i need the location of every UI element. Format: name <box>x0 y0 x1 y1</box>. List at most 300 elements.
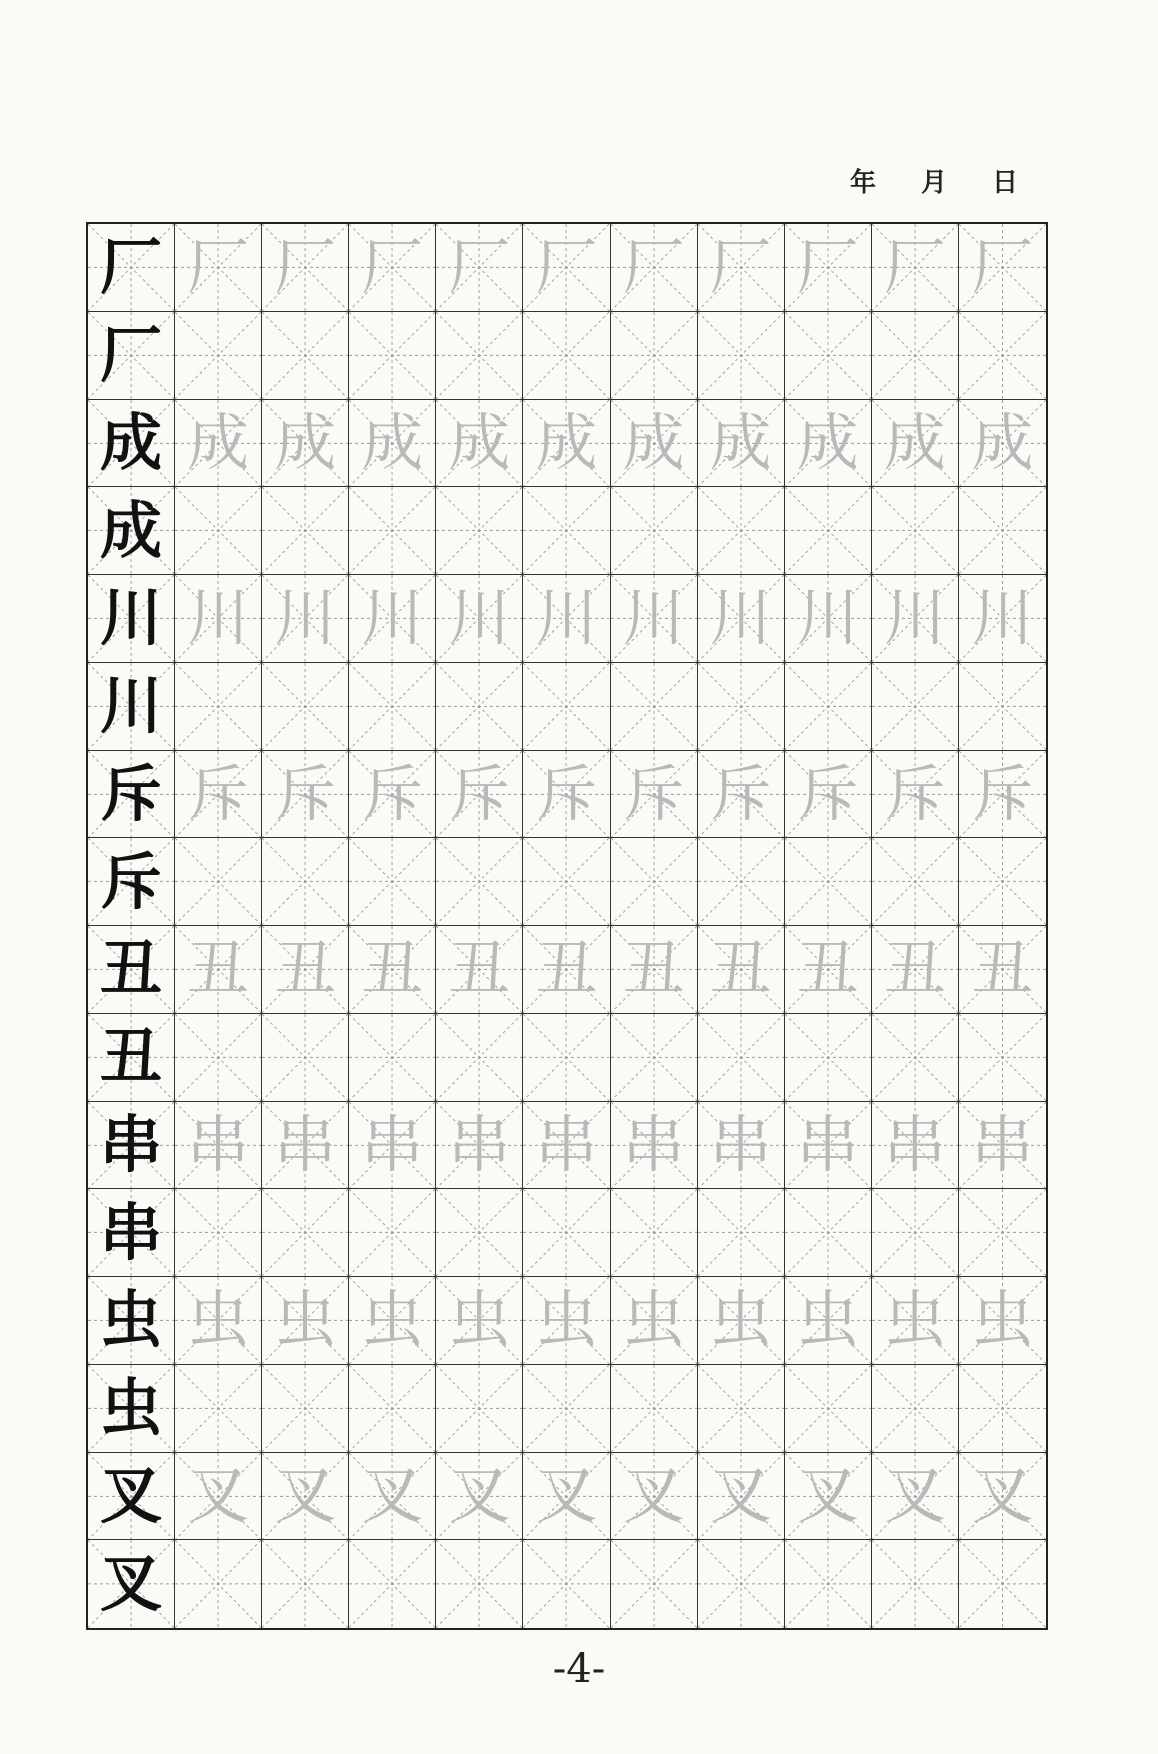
trace-practice-cell[interactable] <box>175 1277 262 1365</box>
mi-grid-guide <box>262 1540 348 1628</box>
mi-grid-guide <box>523 1365 609 1452</box>
trace-character: 串 <box>361 1107 424 1181</box>
trace-practice-cell[interactable] <box>785 926 872 1014</box>
blank-practice-cell[interactable] <box>262 487 349 575</box>
trace-character: 斥 <box>535 756 598 830</box>
blank-practice-cell[interactable] <box>959 838 1046 926</box>
trace-character: 斥 <box>971 756 1034 830</box>
mi-grid-guide <box>349 1540 435 1628</box>
trace-practice-cell[interactable] <box>349 224 436 312</box>
trace-practice-cell[interactable] <box>349 575 436 663</box>
blank-practice-cell[interactable] <box>349 663 436 751</box>
mi-grid-guide <box>349 838 435 925</box>
blank-practice-cell[interactable] <box>175 1014 262 1102</box>
trace-character: 虫 <box>187 1283 250 1357</box>
blank-practice-cell[interactable] <box>872 1540 959 1628</box>
blank-practice-cell[interactable] <box>436 663 523 751</box>
blank-practice-cell[interactable] <box>611 487 698 575</box>
trace-character: 叉 <box>709 1458 772 1532</box>
blank-practice-cell[interactable] <box>523 663 610 751</box>
mi-grid-guide <box>262 312 348 399</box>
mi-grid-guide <box>523 1014 609 1101</box>
trace-practice-cell[interactable] <box>262 751 349 839</box>
blank-practice-cell[interactable] <box>175 312 262 400</box>
trace-character: 叉 <box>361 1458 424 1532</box>
blank-practice-cell[interactable] <box>785 1365 872 1453</box>
mi-grid-guide <box>349 312 435 399</box>
trace-practice-cell[interactable] <box>959 1277 1046 1365</box>
mi-grid-guide <box>959 663 1046 750</box>
blank-practice-cell[interactable] <box>959 312 1046 400</box>
trace-practice-cell[interactable] <box>436 1453 523 1541</box>
trace-practice-cell[interactable] <box>698 400 785 488</box>
trace-character: 斥 <box>883 756 946 830</box>
trace-character: 川 <box>187 581 250 655</box>
blank-practice-cell[interactable] <box>785 487 872 575</box>
model-character-cell <box>88 751 175 839</box>
trace-character: 斥 <box>361 756 424 830</box>
trace-practice-cell[interactable] <box>611 1277 698 1365</box>
trace-character: 成 <box>883 405 946 479</box>
trace-practice-cell[interactable] <box>611 575 698 663</box>
blank-practice-cell[interactable] <box>698 663 785 751</box>
blank-practice-cell[interactable] <box>262 838 349 926</box>
trace-practice-cell[interactable] <box>349 1277 436 1365</box>
blank-practice-cell[interactable] <box>523 838 610 926</box>
trace-practice-cell[interactable] <box>698 575 785 663</box>
model-character: 厂 <box>100 318 163 392</box>
blank-practice-cell[interactable] <box>785 838 872 926</box>
trace-practice-cell[interactable] <box>698 751 785 839</box>
blank-practice-cell[interactable] <box>262 1014 349 1102</box>
mi-grid-guide <box>262 1014 348 1101</box>
trace-character: 成 <box>187 405 250 479</box>
trace-practice-cell[interactable] <box>698 926 785 1014</box>
trace-practice-cell[interactable] <box>785 575 872 663</box>
mi-grid-guide <box>349 1189 435 1276</box>
trace-practice-cell[interactable] <box>698 1453 785 1541</box>
blank-practice-cell[interactable] <box>262 312 349 400</box>
trace-practice-cell[interactable] <box>959 1453 1046 1541</box>
mi-grid-guide <box>872 838 958 925</box>
trace-practice-cell[interactable] <box>175 751 262 839</box>
blank-practice-cell[interactable] <box>523 1540 610 1628</box>
blank-practice-cell[interactable] <box>175 838 262 926</box>
trace-character: 串 <box>796 1107 859 1181</box>
trace-character: 叉 <box>274 1458 337 1532</box>
trace-practice-cell[interactable] <box>785 1453 872 1541</box>
trace-practice-cell[interactable] <box>523 224 610 312</box>
trace-character: 串 <box>709 1107 772 1181</box>
trace-character: 川 <box>796 581 859 655</box>
trace-practice-cell[interactable] <box>262 1102 349 1190</box>
blank-practice-cell[interactable] <box>436 487 523 575</box>
trace-practice-cell[interactable] <box>349 400 436 488</box>
trace-character: 厂 <box>535 230 598 304</box>
trace-practice-cell[interactable] <box>262 400 349 488</box>
blank-practice-cell[interactable] <box>611 1365 698 1453</box>
mi-grid-guide <box>436 487 522 574</box>
trace-practice-cell[interactable] <box>611 224 698 312</box>
mi-grid-guide <box>175 1540 261 1628</box>
blank-practice-cell[interactable] <box>611 312 698 400</box>
trace-character: 川 <box>971 581 1034 655</box>
trace-character: 成 <box>535 405 598 479</box>
mi-grid-guide <box>785 1189 871 1276</box>
blank-practice-cell[interactable] <box>698 1189 785 1277</box>
mi-grid-guide <box>349 1365 435 1452</box>
mi-grid-guide <box>523 1189 609 1276</box>
blank-practice-cell[interactable] <box>698 1365 785 1453</box>
blank-practice-cell[interactable] <box>785 1014 872 1102</box>
date-day-label: 日 <box>992 168 1019 198</box>
trace-practice-cell[interactable] <box>436 400 523 488</box>
trace-character: 叉 <box>448 1458 511 1532</box>
trace-character: 丑 <box>971 932 1034 1006</box>
trace-character: 串 <box>622 1107 685 1181</box>
trace-practice-cell[interactable] <box>959 575 1046 663</box>
trace-practice-cell[interactable] <box>262 1277 349 1365</box>
blank-practice-cell[interactable] <box>175 1540 262 1628</box>
trace-practice-cell[interactable] <box>523 926 610 1014</box>
trace-character: 叉 <box>796 1458 859 1532</box>
trace-character: 厂 <box>709 230 772 304</box>
trace-character: 虫 <box>796 1283 859 1357</box>
blank-practice-cell[interactable] <box>523 1365 610 1453</box>
trace-practice-cell[interactable] <box>611 1453 698 1541</box>
trace-practice-cell[interactable] <box>436 575 523 663</box>
trace-character: 斥 <box>796 756 859 830</box>
mi-grid-guide <box>523 838 609 925</box>
model-character-cell <box>88 1453 175 1541</box>
mi-grid-guide <box>349 1014 435 1101</box>
mi-grid-guide <box>523 312 609 399</box>
blank-practice-cell[interactable] <box>349 1365 436 1453</box>
blank-practice-cell[interactable] <box>959 1540 1046 1628</box>
blank-practice-cell[interactable] <box>175 663 262 751</box>
model-character-cell <box>88 1365 175 1453</box>
blank-practice-cell[interactable] <box>959 1014 1046 1102</box>
mi-grid-guide <box>523 663 609 750</box>
blank-practice-cell[interactable] <box>262 663 349 751</box>
trace-practice-cell[interactable] <box>959 751 1046 839</box>
blank-practice-cell[interactable] <box>611 1014 698 1102</box>
model-character: 成 <box>100 493 163 567</box>
model-character-cell <box>88 400 175 488</box>
blank-practice-cell[interactable] <box>523 1014 610 1102</box>
blank-practice-cell[interactable] <box>698 312 785 400</box>
blank-practice-cell[interactable] <box>175 487 262 575</box>
trace-practice-cell[interactable] <box>959 926 1046 1014</box>
model-character: 厂 <box>100 230 163 304</box>
trace-practice-cell[interactable] <box>175 575 262 663</box>
trace-practice-cell[interactable] <box>175 400 262 488</box>
trace-practice-cell[interactable] <box>523 575 610 663</box>
mi-grid-guide <box>262 1189 348 1276</box>
blank-practice-cell[interactable] <box>785 1189 872 1277</box>
mi-grid-guide <box>262 487 348 574</box>
trace-practice-cell[interactable] <box>611 400 698 488</box>
page-number: -4- <box>552 1646 606 1692</box>
trace-practice-cell[interactable] <box>872 1102 959 1190</box>
trace-practice-cell[interactable] <box>698 1102 785 1190</box>
trace-character: 川 <box>883 581 946 655</box>
mi-grid-guide <box>959 487 1046 574</box>
trace-character: 虫 <box>971 1283 1034 1357</box>
mi-grid-guide <box>959 1189 1046 1276</box>
trace-character: 厂 <box>274 230 337 304</box>
blank-practice-cell[interactable] <box>349 1189 436 1277</box>
trace-practice-cell[interactable] <box>785 751 872 839</box>
trace-practice-cell[interactable] <box>436 926 523 1014</box>
mi-grid-guide <box>175 1365 261 1452</box>
trace-practice-cell[interactable] <box>175 224 262 312</box>
trace-character: 虫 <box>709 1283 772 1357</box>
model-character: 斥 <box>100 756 163 830</box>
blank-practice-cell[interactable] <box>349 312 436 400</box>
trace-practice-cell[interactable] <box>436 751 523 839</box>
blank-practice-cell[interactable] <box>523 1189 610 1277</box>
blank-practice-cell[interactable] <box>349 487 436 575</box>
trace-practice-cell[interactable] <box>436 224 523 312</box>
mi-grid-guide <box>436 1189 522 1276</box>
trace-practice-cell[interactable] <box>262 575 349 663</box>
trace-character: 成 <box>796 405 859 479</box>
trace-practice-cell[interactable] <box>349 926 436 1014</box>
trace-practice-cell[interactable] <box>349 1453 436 1541</box>
trace-practice-cell[interactable] <box>959 400 1046 488</box>
mi-grid-guide <box>262 1365 348 1452</box>
mi-grid-guide <box>349 487 435 574</box>
trace-practice-cell[interactable] <box>611 926 698 1014</box>
mi-grid-guide <box>436 1365 522 1452</box>
blank-practice-cell[interactable] <box>262 1540 349 1628</box>
trace-character: 叉 <box>622 1458 685 1532</box>
blank-practice-cell[interactable] <box>959 1189 1046 1277</box>
trace-practice-cell[interactable] <box>523 751 610 839</box>
trace-character: 叉 <box>187 1458 250 1532</box>
trace-practice-cell[interactable] <box>785 1102 872 1190</box>
mi-grid-guide <box>698 663 784 750</box>
model-character: 叉 <box>100 1458 163 1532</box>
blank-practice-cell[interactable] <box>611 1540 698 1628</box>
trace-character: 虫 <box>883 1283 946 1357</box>
trace-character: 串 <box>187 1107 250 1181</box>
mi-grid-guide <box>436 1014 522 1101</box>
mi-grid-guide <box>698 838 784 925</box>
blank-practice-cell[interactable] <box>698 1540 785 1628</box>
trace-practice-cell[interactable] <box>175 1453 262 1541</box>
blank-practice-cell[interactable] <box>872 1365 959 1453</box>
blank-practice-cell[interactable] <box>262 1365 349 1453</box>
trace-character: 丑 <box>187 932 250 1006</box>
blank-practice-cell[interactable] <box>611 838 698 926</box>
trace-character: 川 <box>274 581 337 655</box>
blank-practice-cell[interactable] <box>872 1014 959 1102</box>
mi-grid-guide <box>872 1365 958 1452</box>
mi-grid-guide <box>175 663 261 750</box>
mi-grid-guide <box>872 312 958 399</box>
blank-practice-cell[interactable] <box>872 487 959 575</box>
practice-grid <box>86 222 1048 1630</box>
trace-practice-cell[interactable] <box>698 224 785 312</box>
blank-practice-cell[interactable] <box>436 1365 523 1453</box>
trace-practice-cell[interactable] <box>872 926 959 1014</box>
mi-grid-guide <box>436 838 522 925</box>
blank-practice-cell[interactable] <box>872 312 959 400</box>
trace-character: 丑 <box>448 932 511 1006</box>
trace-practice-cell[interactable] <box>349 1102 436 1190</box>
blank-practice-cell[interactable] <box>872 838 959 926</box>
trace-practice-cell[interactable] <box>262 224 349 312</box>
model-character-cell <box>88 926 175 1014</box>
blank-practice-cell[interactable] <box>698 487 785 575</box>
mi-grid-guide <box>262 663 348 750</box>
blank-practice-cell[interactable] <box>785 663 872 751</box>
trace-character: 厂 <box>448 230 511 304</box>
trace-practice-cell[interactable] <box>349 751 436 839</box>
blank-practice-cell[interactable] <box>436 312 523 400</box>
mi-grid-guide <box>872 1014 958 1101</box>
blank-practice-cell[interactable] <box>436 1540 523 1628</box>
blank-practice-cell[interactable] <box>698 1014 785 1102</box>
trace-practice-cell[interactable] <box>175 1102 262 1190</box>
trace-character: 成 <box>622 405 685 479</box>
trace-practice-cell[interactable] <box>262 1453 349 1541</box>
trace-practice-cell[interactable] <box>872 1277 959 1365</box>
trace-character: 成 <box>274 405 337 479</box>
trace-character: 厂 <box>622 230 685 304</box>
trace-practice-cell[interactable] <box>785 224 872 312</box>
trace-character: 成 <box>971 405 1034 479</box>
blank-practice-cell[interactable] <box>959 487 1046 575</box>
trace-character: 成 <box>361 405 424 479</box>
trace-practice-cell[interactable] <box>872 224 959 312</box>
trace-practice-cell[interactable] <box>872 1453 959 1541</box>
trace-practice-cell[interactable] <box>872 400 959 488</box>
trace-character: 串 <box>535 1107 598 1181</box>
mi-grid-guide <box>611 1014 697 1101</box>
trace-character: 丑 <box>361 932 424 1006</box>
trace-character: 叉 <box>535 1458 598 1532</box>
trace-practice-cell[interactable] <box>785 1277 872 1365</box>
trace-practice-cell[interactable] <box>611 751 698 839</box>
trace-character: 厂 <box>796 230 859 304</box>
mi-grid-guide <box>523 1540 609 1628</box>
blank-practice-cell[interactable] <box>436 838 523 926</box>
blank-practice-cell[interactable] <box>611 663 698 751</box>
model-character-cell <box>88 224 175 312</box>
mi-grid-guide <box>872 1540 958 1628</box>
model-character-cell <box>88 575 175 663</box>
model-character: 川 <box>100 669 163 743</box>
mi-grid-guide <box>959 1014 1046 1101</box>
model-character: 串 <box>100 1195 163 1269</box>
trace-practice-cell[interactable] <box>436 1102 523 1190</box>
mi-grid-guide <box>698 312 784 399</box>
trace-character: 串 <box>883 1107 946 1181</box>
trace-character: 丑 <box>535 932 598 1006</box>
mi-grid-guide <box>611 838 697 925</box>
trace-practice-cell[interactable] <box>436 1277 523 1365</box>
blank-practice-cell[interactable] <box>436 1014 523 1102</box>
model-character-cell <box>88 1102 175 1190</box>
blank-practice-cell[interactable] <box>698 838 785 926</box>
trace-practice-cell[interactable] <box>175 926 262 1014</box>
blank-practice-cell[interactable] <box>611 1189 698 1277</box>
trace-character: 成 <box>448 405 511 479</box>
trace-practice-cell[interactable] <box>872 575 959 663</box>
trace-character: 厂 <box>971 230 1034 304</box>
trace-character: 斥 <box>274 756 337 830</box>
trace-practice-cell[interactable] <box>523 1277 610 1365</box>
model-character: 串 <box>100 1107 163 1181</box>
model-character-cell <box>88 1540 175 1628</box>
model-character-cell <box>88 312 175 400</box>
blank-practice-cell[interactable] <box>349 1014 436 1102</box>
trace-practice-cell[interactable] <box>262 926 349 1014</box>
mi-grid-guide <box>785 1014 871 1101</box>
date-line <box>850 162 1018 199</box>
blank-practice-cell[interactable] <box>959 1365 1046 1453</box>
trace-practice-cell[interactable] <box>959 1102 1046 1190</box>
trace-practice-cell[interactable] <box>611 1102 698 1190</box>
mi-grid-guide <box>436 312 522 399</box>
trace-character: 丑 <box>622 932 685 1006</box>
mi-grid-guide <box>785 663 871 750</box>
blank-practice-cell[interactable] <box>872 1189 959 1277</box>
trace-practice-cell[interactable] <box>959 224 1046 312</box>
trace-practice-cell[interactable] <box>523 1453 610 1541</box>
trace-character: 串 <box>448 1107 511 1181</box>
trace-character: 虫 <box>274 1283 337 1357</box>
trace-character: 厂 <box>187 230 250 304</box>
blank-practice-cell[interactable] <box>175 1365 262 1453</box>
model-character: 虫 <box>100 1283 163 1357</box>
blank-practice-cell[interactable] <box>523 487 610 575</box>
mi-grid-guide <box>785 838 871 925</box>
trace-character: 厂 <box>361 230 424 304</box>
blank-practice-cell[interactable] <box>436 1189 523 1277</box>
blank-practice-cell[interactable] <box>959 663 1046 751</box>
mi-grid-guide <box>262 838 348 925</box>
blank-practice-cell[interactable] <box>175 1189 262 1277</box>
blank-practice-cell[interactable] <box>523 312 610 400</box>
blank-practice-cell[interactable] <box>785 312 872 400</box>
mi-grid-guide <box>785 487 871 574</box>
blank-practice-cell[interactable] <box>785 1540 872 1628</box>
model-character: 斥 <box>100 844 163 918</box>
trace-character: 虫 <box>622 1283 685 1357</box>
trace-practice-cell[interactable] <box>872 751 959 839</box>
trace-practice-cell[interactable] <box>523 400 610 488</box>
model-character: 丑 <box>100 1020 163 1094</box>
model-character: 成 <box>100 405 163 479</box>
mi-grid-guide <box>959 1365 1046 1452</box>
trace-character: 虫 <box>448 1283 511 1357</box>
trace-practice-cell[interactable] <box>523 1102 610 1190</box>
trace-practice-cell[interactable] <box>698 1277 785 1365</box>
trace-character: 斥 <box>448 756 511 830</box>
blank-practice-cell[interactable] <box>349 1540 436 1628</box>
blank-practice-cell[interactable] <box>262 1189 349 1277</box>
mi-grid-guide <box>175 1014 261 1101</box>
trace-practice-cell[interactable] <box>785 400 872 488</box>
blank-practice-cell[interactable] <box>349 838 436 926</box>
mi-grid-guide <box>349 663 435 750</box>
blank-practice-cell[interactable] <box>872 663 959 751</box>
trace-character: 串 <box>274 1107 337 1181</box>
